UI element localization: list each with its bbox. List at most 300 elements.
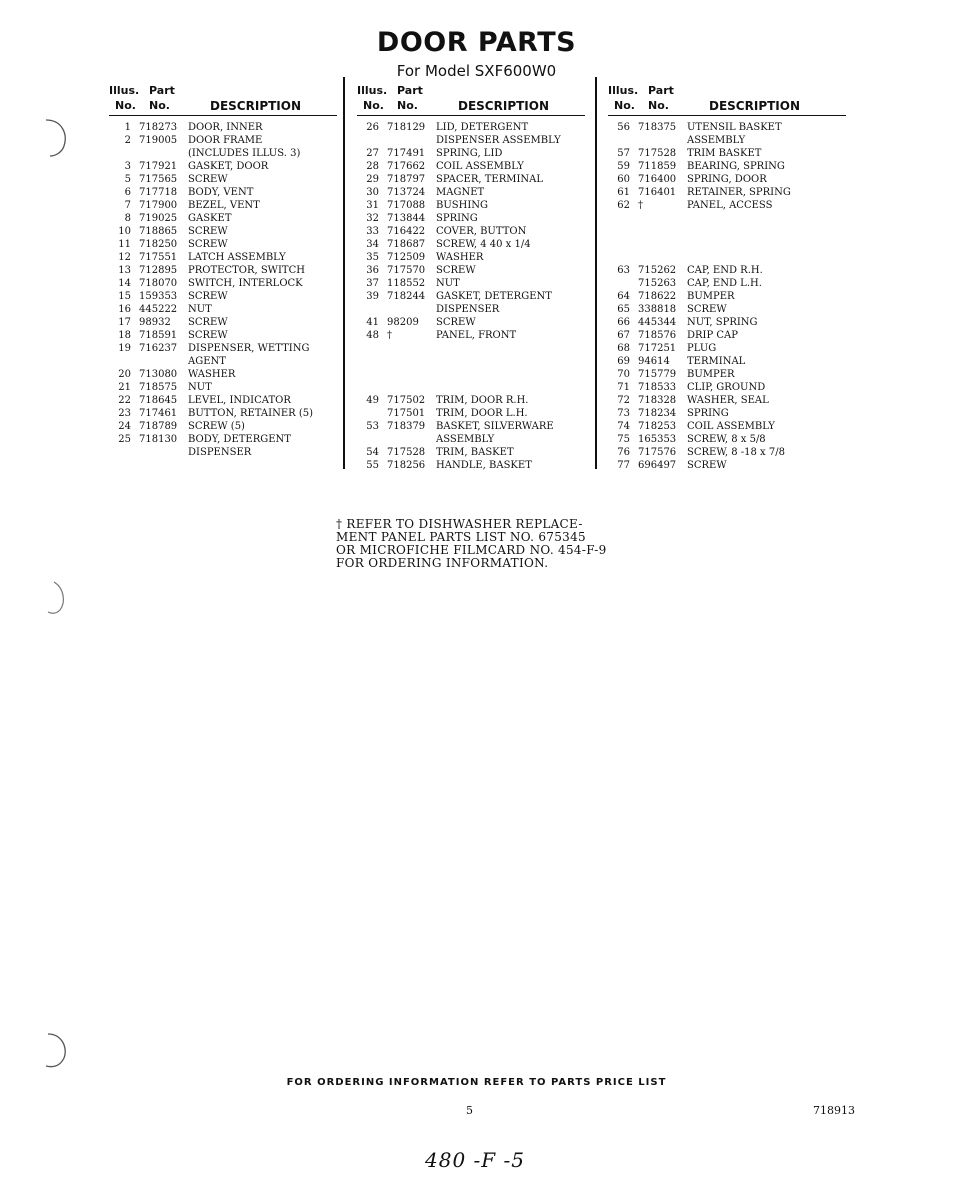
table-row xyxy=(357,290,585,303)
part-description: UTENSIL BASKET xyxy=(687,122,782,133)
table-row xyxy=(608,368,846,381)
part-number: 711859 xyxy=(638,161,677,172)
part-description: TRIM, BASKET xyxy=(436,447,514,458)
illus-number: 1 xyxy=(124,122,131,133)
handwritten-annotation: 480 -F -5 xyxy=(425,1148,526,1172)
part-description: SCREW xyxy=(188,174,228,185)
illus-number: 16 xyxy=(118,304,131,315)
illus-number: 14 xyxy=(118,278,131,289)
part-description: SPACER, TERMINAL xyxy=(436,174,544,185)
part-number: 718576 xyxy=(638,330,677,341)
illus-number: 64 xyxy=(617,291,630,302)
table-row xyxy=(608,277,846,290)
table-row xyxy=(357,329,585,342)
table-row xyxy=(109,433,337,446)
part-number: 718244 xyxy=(387,291,426,302)
part-description: WASHER, SEAL xyxy=(687,395,769,406)
parts-list xyxy=(109,121,337,459)
part-description: PLUG xyxy=(687,343,717,354)
part-description: BODY, VENT xyxy=(188,187,254,198)
part-number: 718234 xyxy=(638,408,677,419)
table-row xyxy=(109,303,337,316)
table-row xyxy=(608,251,846,264)
illus-number: 17 xyxy=(118,317,131,328)
illus-number: 10 xyxy=(118,226,131,237)
header-illus-no: No. xyxy=(363,99,384,112)
table-row xyxy=(109,342,337,355)
part-description: AGENT xyxy=(188,356,226,367)
table-row xyxy=(608,381,846,394)
note-line: FOR ORDERING INFORMATION. xyxy=(336,556,549,570)
part-number: 165353 xyxy=(638,434,677,445)
part-number: 717900 xyxy=(139,200,178,211)
part-number: 717551 xyxy=(139,252,178,263)
header-illus: Illus. xyxy=(109,84,140,97)
part-number: 717576 xyxy=(638,447,677,458)
part-number: 98932 xyxy=(139,317,171,328)
part-description: TRIM, DOOR R.H. xyxy=(436,395,529,406)
table-row xyxy=(357,134,585,147)
punch-hole-mark xyxy=(44,578,74,618)
table-row xyxy=(608,303,846,316)
illus-number: 19 xyxy=(118,343,131,354)
table-row xyxy=(608,238,846,251)
table-row xyxy=(109,407,337,420)
header-part: Part xyxy=(648,84,674,97)
illus-number: 22 xyxy=(118,395,131,406)
part-number: 718687 xyxy=(387,239,426,250)
note-line: † REFER TO DISHWASHER REPLACE- xyxy=(336,517,583,531)
header-part-no: No. xyxy=(397,99,418,112)
page-number: 5 xyxy=(466,1104,473,1117)
table-row xyxy=(357,251,585,264)
illus-number: 18 xyxy=(118,330,131,341)
table-row xyxy=(109,121,337,134)
part-description: SPRING, DOOR xyxy=(687,174,767,185)
part-description: ASSEMBLY xyxy=(436,434,495,445)
part-description: LATCH ASSEMBLY xyxy=(188,252,286,263)
parts-column-2 xyxy=(357,82,585,472)
header-part: Part xyxy=(397,84,423,97)
footer-note: FOR ORDERING INFORMATION REFER TO PARTS PRICE LIST xyxy=(286,1077,667,1088)
punch-hole-mark xyxy=(40,1028,74,1072)
illus-number: 11 xyxy=(118,239,131,250)
table-row xyxy=(357,420,585,433)
illus-number: 32 xyxy=(366,213,379,224)
illus-number: 12 xyxy=(118,252,131,263)
part-number: 718865 xyxy=(139,226,178,237)
table-row xyxy=(608,186,846,199)
header-part: Part xyxy=(149,84,175,97)
illus-number: 23 xyxy=(118,408,131,419)
table-row xyxy=(608,446,846,459)
illus-number: 5 xyxy=(124,174,131,185)
illus-number: 56 xyxy=(617,122,630,133)
table-row xyxy=(109,446,337,459)
table-row xyxy=(109,160,337,173)
part-number: 717088 xyxy=(387,200,426,211)
header-part-no: No. xyxy=(149,99,170,112)
table-row xyxy=(608,316,846,329)
table-row xyxy=(608,225,846,238)
part-description: PROTECTOR, SWITCH xyxy=(188,265,305,276)
illus-number: 70 xyxy=(617,369,630,380)
parts-column-3 xyxy=(608,82,846,472)
part-description: SCREW xyxy=(188,239,228,250)
table-row xyxy=(608,433,846,446)
part-number: 717501 xyxy=(387,408,426,419)
table-row xyxy=(357,342,585,355)
header-illus: Illus. xyxy=(357,84,388,97)
part-number: 717491 xyxy=(387,148,426,159)
part-number: 718070 xyxy=(139,278,178,289)
table-row xyxy=(608,121,846,134)
table-row xyxy=(109,381,337,394)
part-description: SCREW xyxy=(687,460,727,471)
part-number: 718375 xyxy=(638,122,677,133)
illus-number: 35 xyxy=(366,252,379,263)
table-row xyxy=(357,407,585,420)
table-row xyxy=(109,134,337,147)
table-row xyxy=(109,238,337,251)
table-row xyxy=(608,199,846,212)
table-row xyxy=(357,121,585,134)
part-number: 715262 xyxy=(638,265,677,276)
column-divider xyxy=(343,77,345,469)
part-description: SCREW xyxy=(436,317,476,328)
part-number: 445222 xyxy=(139,304,178,315)
illus-number: 54 xyxy=(366,447,379,458)
illus-number: 37 xyxy=(366,278,379,289)
illus-number: 55 xyxy=(366,460,379,471)
part-number: 445344 xyxy=(638,317,677,328)
illus-number: 20 xyxy=(118,369,131,380)
table-row xyxy=(357,459,585,472)
table-row xyxy=(608,173,846,186)
part-description: DRIP CAP xyxy=(687,330,739,341)
illus-number: 15 xyxy=(118,291,131,302)
illus-number: 61 xyxy=(617,187,630,198)
part-description: SPRING, LID xyxy=(436,148,503,159)
part-description: GASKET, DETERGENT xyxy=(436,291,552,302)
illus-number: 53 xyxy=(366,421,379,432)
illus-number: 41 xyxy=(366,317,379,328)
part-description: SCREW, 8 x 5/8 xyxy=(687,434,766,445)
part-description: SCREW, 8 -18 x 7/8 xyxy=(687,447,785,458)
table-row xyxy=(109,199,337,212)
table-row xyxy=(608,355,846,368)
part-description: BUSHING xyxy=(436,200,489,211)
part-number: 718645 xyxy=(139,395,178,406)
part-description: ASSEMBLY xyxy=(687,135,746,146)
part-number: 717718 xyxy=(139,187,178,198)
part-description: NUT xyxy=(188,382,212,393)
part-number: 94614 xyxy=(638,356,670,367)
part-number: 715779 xyxy=(638,369,677,380)
part-description: BUMPER xyxy=(687,291,735,302)
part-description: HANDLE, BASKET xyxy=(436,460,532,471)
illus-number: 76 xyxy=(617,447,630,458)
table-row xyxy=(109,277,337,290)
part-number: 717461 xyxy=(139,408,178,419)
part-description: DISPENSER, WETTING xyxy=(188,343,310,354)
part-description: SCREW xyxy=(188,226,228,237)
table-row xyxy=(109,186,337,199)
illus-number: 33 xyxy=(366,226,379,237)
part-description: NUT xyxy=(436,278,460,289)
part-description: WASHER xyxy=(436,252,484,263)
part-description: DISPENSER xyxy=(436,304,500,315)
illus-number: 25 xyxy=(118,434,131,445)
table-row xyxy=(357,316,585,329)
part-number: 718575 xyxy=(139,382,178,393)
illus-number: 13 xyxy=(118,265,131,276)
illus-number: 26 xyxy=(366,122,379,133)
table-row xyxy=(357,368,585,381)
part-number: 715263 xyxy=(638,278,677,289)
part-description: MAGNET xyxy=(436,187,485,198)
illus-number: 3 xyxy=(124,161,131,172)
part-number: 717528 xyxy=(638,148,677,159)
table-row xyxy=(608,329,846,342)
part-description: TRIM BASKET xyxy=(687,148,762,159)
part-description: SWITCH, INTERLOCK xyxy=(188,278,303,289)
illus-number: 66 xyxy=(617,317,630,328)
part-description: SCREW xyxy=(188,317,228,328)
punch-hole-mark xyxy=(40,116,74,160)
part-number: 716401 xyxy=(638,187,677,198)
part-number: 696497 xyxy=(638,460,677,471)
part-description: GASKET xyxy=(188,213,232,224)
illus-number: 27 xyxy=(366,148,379,159)
illus-number: 60 xyxy=(617,174,630,185)
header-part-no: No. xyxy=(648,99,669,112)
header-description: DESCRIPTION xyxy=(458,99,550,113)
part-number: 717251 xyxy=(638,343,677,354)
illus-number: 2 xyxy=(124,135,131,146)
part-number: 718533 xyxy=(638,382,677,393)
table-row xyxy=(109,316,337,329)
part-number: 713844 xyxy=(387,213,426,224)
part-description: WASHER xyxy=(188,369,236,380)
table-row xyxy=(357,433,585,446)
part-description: PANEL, FRONT xyxy=(436,330,517,341)
illus-number: 65 xyxy=(617,304,630,315)
table-row xyxy=(357,186,585,199)
part-number: 719005 xyxy=(139,135,178,146)
part-number: 718797 xyxy=(387,174,426,185)
part-description: BUTTON, RETAINER (5) xyxy=(188,408,314,419)
table-row xyxy=(109,147,337,160)
part-description: (INCLUDES ILLUS. 3) xyxy=(188,148,301,159)
part-number: 716237 xyxy=(139,343,178,354)
part-number: 718789 xyxy=(139,421,178,432)
table-row xyxy=(608,147,846,160)
table-row xyxy=(109,251,337,264)
table-row xyxy=(109,355,337,368)
part-description: BASKET, SILVERWARE xyxy=(436,421,554,432)
part-number: 718250 xyxy=(139,239,178,250)
part-description: DOOR FRAME xyxy=(188,135,263,146)
table-row xyxy=(357,394,585,407)
table-row xyxy=(357,238,585,251)
part-description: LID, DETERGENT xyxy=(436,122,529,133)
part-number: † xyxy=(387,330,392,341)
illus-number: 63 xyxy=(617,265,630,276)
illus-number: 29 xyxy=(366,174,379,185)
table-row xyxy=(357,212,585,225)
part-number: 712895 xyxy=(139,265,178,276)
part-description: CAP, END R.H. xyxy=(687,265,763,276)
part-number: 718130 xyxy=(139,434,178,445)
parts-list xyxy=(608,121,846,472)
part-description: SCREW, 4 40 x 1/4 xyxy=(436,239,531,250)
table-row xyxy=(109,368,337,381)
part-description: TERMINAL xyxy=(687,356,746,367)
table-row xyxy=(357,355,585,368)
note-line: OR MICROFICHE FILMCARD NO. 454-F-9 xyxy=(336,543,607,557)
table-row xyxy=(357,446,585,459)
part-number: 716422 xyxy=(387,226,426,237)
header-description: DESCRIPTION xyxy=(709,99,801,113)
illus-number: 30 xyxy=(366,187,379,198)
illus-number: 59 xyxy=(617,161,630,172)
illus-number: 31 xyxy=(366,200,379,211)
page-title: DOOR PARTS xyxy=(376,27,577,58)
illus-number: 7 xyxy=(124,200,131,211)
table-row xyxy=(357,147,585,160)
part-description: BEARING, SPRING xyxy=(687,161,785,172)
table-row xyxy=(109,264,337,277)
table-row xyxy=(357,199,585,212)
part-number: 717662 xyxy=(387,161,426,172)
part-number: 713724 xyxy=(387,187,426,198)
part-number: 98209 xyxy=(387,317,419,328)
table-row xyxy=(608,160,846,173)
parts-column-1 xyxy=(109,82,337,459)
part-description: SCREW xyxy=(188,291,228,302)
illus-number: 62 xyxy=(617,200,630,211)
illus-number: 73 xyxy=(617,408,630,419)
part-number: 717502 xyxy=(387,395,426,406)
part-number: 717565 xyxy=(139,174,178,185)
table-row xyxy=(109,290,337,303)
illus-number: 68 xyxy=(617,343,630,354)
part-description: NUT xyxy=(188,304,212,315)
part-number: 712509 xyxy=(387,252,426,263)
part-number: 338818 xyxy=(638,304,677,315)
table-row xyxy=(109,173,337,186)
part-description: DOOR, INNER xyxy=(188,122,263,133)
part-number: 159353 xyxy=(139,291,178,302)
part-description: PANEL, ACCESS xyxy=(687,200,773,211)
part-number: 718129 xyxy=(387,122,426,133)
part-description: GASKET, DOOR xyxy=(188,161,269,172)
illus-number: 69 xyxy=(617,356,630,367)
illus-number: 57 xyxy=(617,148,630,159)
illus-number: 75 xyxy=(617,434,630,445)
part-description: SPRING xyxy=(436,213,478,224)
part-number: 717528 xyxy=(387,447,426,458)
part-description: TRIM, DOOR L.H. xyxy=(436,408,528,419)
part-description: BEZEL, VENT xyxy=(188,200,260,211)
illus-number: 8 xyxy=(124,213,131,224)
illus-number: 49 xyxy=(366,395,379,406)
illus-number: 39 xyxy=(366,291,379,302)
document-number: 718913 xyxy=(813,1104,855,1117)
part-description: SCREW xyxy=(436,265,476,276)
part-description: CLIP, GROUND xyxy=(687,382,766,393)
illus-number: 21 xyxy=(118,382,131,393)
table-row xyxy=(109,225,337,238)
table-row xyxy=(109,329,337,342)
part-description: LEVEL, INDICATOR xyxy=(188,395,291,406)
table-row xyxy=(357,225,585,238)
part-description: SPRING xyxy=(687,408,729,419)
illus-number: 36 xyxy=(366,265,379,276)
table-row xyxy=(357,381,585,394)
illus-number: 71 xyxy=(617,382,630,393)
table-row xyxy=(608,290,846,303)
table-row xyxy=(357,277,585,290)
part-description: COVER, BUTTON xyxy=(436,226,527,237)
part-description: SCREW xyxy=(188,330,228,341)
part-description: DISPENSER ASSEMBLY xyxy=(436,135,561,146)
part-description: RETAINER, SPRING xyxy=(687,187,791,198)
illus-number: 77 xyxy=(617,460,630,471)
header-illus-no: No. xyxy=(614,99,635,112)
part-number: 716400 xyxy=(638,174,677,185)
ordering-note xyxy=(336,518,656,570)
table-row xyxy=(608,264,846,277)
part-description: BODY, DETERGENT xyxy=(188,434,291,445)
table-row xyxy=(608,459,846,472)
note-line: MENT PANEL PARTS LIST NO. 675345 xyxy=(336,530,586,544)
illus-number: 24 xyxy=(118,421,131,432)
parts-list xyxy=(357,121,585,472)
header-description: DESCRIPTION xyxy=(210,99,302,113)
part-number: 718591 xyxy=(139,330,178,341)
table-row xyxy=(357,173,585,186)
illus-number: 34 xyxy=(366,239,379,250)
illus-number: 67 xyxy=(617,330,630,341)
part-number: 718379 xyxy=(387,421,426,432)
part-number: † xyxy=(638,200,643,211)
illus-number: 74 xyxy=(617,421,630,432)
illus-number: 28 xyxy=(366,161,379,172)
table-row xyxy=(357,160,585,173)
part-number: 717570 xyxy=(387,265,426,276)
table-row xyxy=(109,420,337,433)
illus-number: 48 xyxy=(366,330,379,341)
illus-number: 72 xyxy=(617,395,630,406)
table-row xyxy=(608,394,846,407)
column-divider xyxy=(595,77,597,469)
table-row xyxy=(608,407,846,420)
part-number: 717921 xyxy=(139,161,178,172)
table-row xyxy=(608,342,846,355)
part-number: 719025 xyxy=(139,213,178,224)
model-subtitle: For Model SXF600W0 xyxy=(396,62,557,80)
part-description: SCREW (5) xyxy=(188,421,245,432)
part-description: COIL ASSEMBLY xyxy=(436,161,524,172)
part-number: 718328 xyxy=(638,395,677,406)
table-row xyxy=(608,420,846,433)
part-description: DISPENSER xyxy=(188,447,252,458)
table-row xyxy=(357,264,585,277)
part-number: 718256 xyxy=(387,460,426,471)
part-description: NUT, SPRING xyxy=(687,317,758,328)
